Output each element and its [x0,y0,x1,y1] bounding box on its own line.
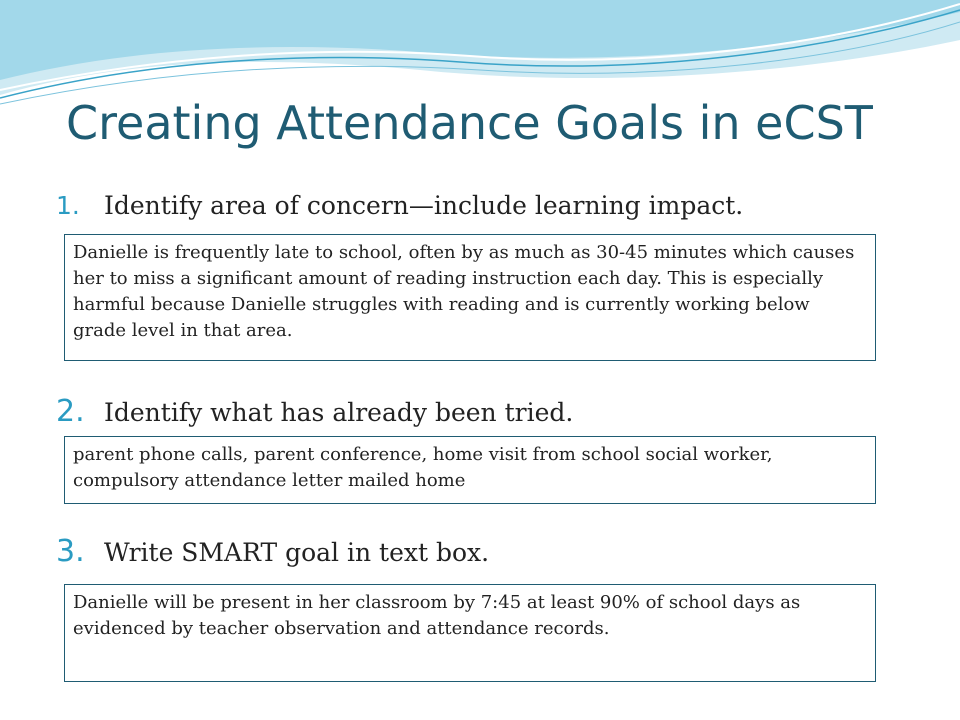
step-1-response-box[interactable] [64,234,876,361]
step-3-response-box[interactable] [64,584,876,682]
step-3-number: 3. [56,534,85,569]
step-2-heading: Identify what has already been tried. [104,398,574,427]
step-1-heading: Identify area of concern—include learning impact. [104,191,744,220]
step-1-number: 1. [56,191,80,220]
step-1-response-text: Danielle is frequently late to school, often by as much as 30-45 minutes which causes her to miss a significant amount of reading instruction each day. This is especially harmful because Danielle struggles with reading and is currently working below grade level in that area. [73,242,855,341]
step-1-heading-row [56,186,743,226]
step-3-heading: Write SMART goal in text box. [104,538,490,567]
step-2-heading-row [56,392,573,432]
step-2-response-text: parent phone calls, parent conference, home visit from school social worker, compulsory attendance letter mailed home [73,444,773,491]
step-3-heading-row [56,532,489,572]
step-3-response-text: Danielle will be present in her classroom by 7:45 at least 90% of school days as evidenced by teacher observation and attendance records. [73,592,801,639]
slide-title: Creating Attendance Goals in eCST [66,96,873,150]
step-2-response-box[interactable] [64,436,876,504]
step-2-number: 2. [56,394,85,429]
